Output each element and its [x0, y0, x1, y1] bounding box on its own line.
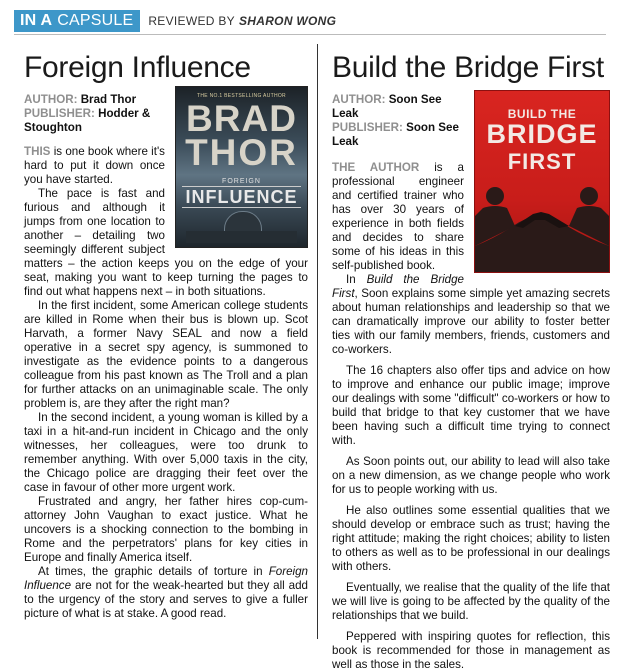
handshake-silhouette-graphic [475, 186, 609, 272]
cover-title-line-2: BRIDGE [486, 119, 598, 149]
review-paragraph: In the second incident, a young woman is killed by a taxi in a hit-and-run incident in Chicago and the only witnesses, her colleagues, were too drunk to remember anything. With over 5,000 taxis in the city, the Chicago police are dragging their feet over the case in favour of other more urgent work. [24, 411, 308, 494]
review-paragraph: Eventually, we realise that the quality of the life that we will live is going to be affected by the quality of the relationships that we build. [332, 581, 610, 622]
author-name: Soon See Leak [332, 93, 442, 120]
cover-author-last: THOR [185, 132, 298, 173]
review-paragraph: The 16 chapters also offer tips and advice on how to improve and enhance our public image; improve our dealings with some "difficult" co-workers or how to build that bridge to that key customer that we have been having such a difficult time trying to connect with. [332, 364, 610, 447]
review-build-the-bridge-first [332, 50, 610, 672]
publisher-name: Hodder & Stoughton [24, 107, 151, 134]
cover-title-line-1: BUILD THE [507, 107, 577, 121]
review-paragraph: The pace is fast and furious and although it jumps from one location to another – detailing two seemingly different subject matters – the action keeps you on the edge of your seat, making you want to keep turning the pages to find out what happens next – in both situations. [24, 187, 308, 298]
author-label: AUTHOR: [24, 93, 78, 106]
author-name: Brad Thor [80, 93, 137, 106]
review-paragraph: THIS is one book where it's hard to put it down once you have started. [24, 145, 165, 186]
cover-title-main: INFLUENCE [182, 186, 301, 208]
review-paragraph: THE AUTHOR is a professional engineer and certified trainer who has over 30 years of experience in both fields and decides to share some of his ideas in this self-published book. [332, 161, 464, 272]
cover-author-first: BRAD [186, 98, 297, 139]
review-paragraph: As Soon points out, our ability to lead will also take on a new dimension, as we change people who work for us to people working with us. [332, 455, 610, 496]
lead-in: THIS [24, 145, 51, 158]
publisher-name: Soon See Leak [332, 121, 459, 148]
section-header [14, 10, 336, 32]
book-cover-image [175, 86, 308, 248]
reviewer-name: SHARON WONG [238, 14, 337, 28]
author-label: AUTHOR: [332, 93, 386, 106]
review-paragraph: He also outlines some essential qualities that we should develop or embrace such as trust; having the right attitude; making the right choices; ability to listen to others as well as to be professional in our dealings with others. [332, 504, 610, 573]
publisher-label: PUBLISHER: [24, 107, 95, 120]
capsule-tag-text: CAPSULE [57, 12, 134, 29]
cover-title-line-3: FIRST [507, 149, 577, 174]
publisher-label: PUBLISHER: [332, 121, 403, 134]
capsule-tag [14, 10, 140, 32]
capsule-tag-bold: IN A [20, 12, 53, 29]
capitol-base-graphic [186, 231, 297, 243]
book-title: Foreign Influence [24, 51, 251, 84]
review-paragraph: In Build the Bridge First, Soon explains some simple yet amazing secrets about human relationships and leadership so that we can dramatically improve our ability to foster better ties with our family members, friends, customers and co-workers. [332, 273, 610, 356]
review-paragraph: Frustrated and angry, her father hires cop-cum-attorney John Vaughan to exact justice. What he uncovers is a shocking connection to the bombing in Rome and the perpetrators' plans for key cities in Europe and finally America itself. [24, 495, 308, 564]
review-paragraph: At times, the graphic details of torture in Foreign Influence are not for the weak-hearted but they all add to the urgency of the story and serves to give a fuller picture of what is at stake. A good read. [24, 565, 308, 620]
reviewed-by-label: REVIEWED BY [148, 14, 235, 28]
cover-title-top: FOREIGN [222, 178, 261, 185]
review-byline [148, 14, 336, 28]
lead-in: THE AUTHOR [332, 161, 420, 174]
capitol-dome-graphic [224, 211, 262, 233]
column-divider [317, 44, 318, 639]
book-title: Build the Bridge First [332, 51, 604, 84]
review-paragraph: Peppered with inspiring quotes for reflection, this book is recommended for those in management as well as those in the sales. [332, 630, 610, 671]
book-cover-image [474, 90, 610, 273]
cover-tagline: THE NO.1 BESTSELLING AUTHOR [197, 93, 286, 99]
header-rule [14, 34, 606, 35]
review-foreign-influence [24, 50, 308, 621]
review-paragraph: In the first incident, some American college students are killed in Rome when their bus is blown up. Scot Harvath, a former Navy SEAL and now a field operative in a secret spy agency, is summoned to investigate as the evidence points to a dangerous colleague from his past known as The Troll and a plan for further attacks on an unimaginable scale. The only problem is, are they after the right man? [24, 299, 308, 410]
